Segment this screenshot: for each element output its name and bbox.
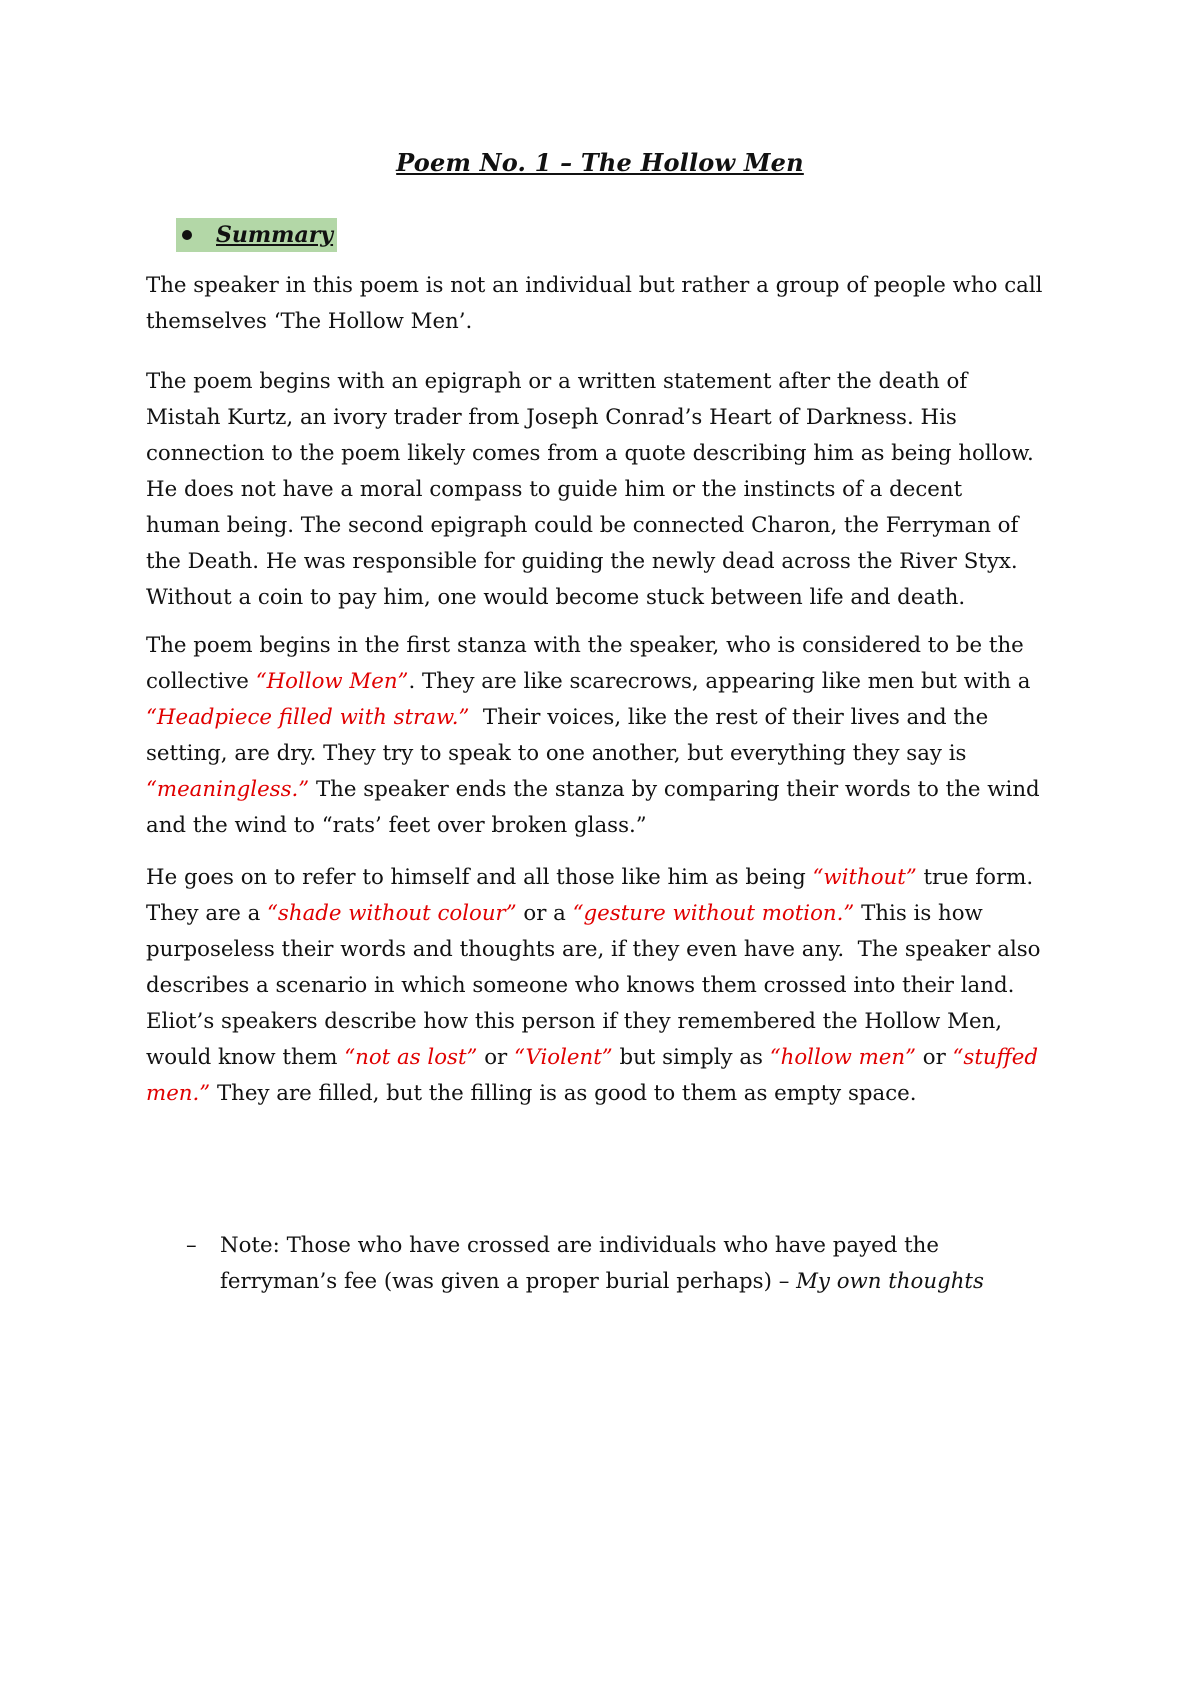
text-line bbox=[146, 772, 1086, 808]
text-line: human being. The second epigraph could be connected Charon, the Ferryman of bbox=[146, 513, 1019, 538]
quote-men: men.” bbox=[146, 1081, 211, 1106]
text-line bbox=[146, 896, 1086, 932]
text-run: or bbox=[916, 1045, 953, 1070]
text-run: true form. bbox=[916, 865, 1034, 890]
text-line: describes a scenario in which someone who knows them crossed into their land. bbox=[146, 973, 1015, 998]
note-line: Note: Those who have crossed are individuals who have payed the bbox=[220, 1233, 939, 1258]
text-run: He goes on to refer to himself and all those like him as being bbox=[146, 865, 813, 890]
text-line: Eliot’s speakers describe how this person if they remembered the Hollow Men, bbox=[146, 1009, 1003, 1034]
text-run: but simply as bbox=[612, 1045, 770, 1070]
text-run: or a bbox=[516, 901, 573, 926]
quote-stuffed: “stuffed bbox=[952, 1045, 1038, 1070]
paragraph-epigraph bbox=[146, 364, 1086, 616]
text-line bbox=[146, 1076, 1086, 1112]
text-line: setting, are dry. They try to speak to one another, but everything they say is bbox=[146, 741, 967, 766]
quote-hollow-men: “Hollow Men” bbox=[255, 669, 409, 694]
text-line: He does not have a moral compass to guide him or the instincts of a decent bbox=[146, 477, 963, 502]
text-line: connection to the poem likely comes from a quote describing him as being hollow. bbox=[146, 441, 1034, 466]
text-line bbox=[146, 860, 1086, 896]
text-line: purposeless their words and thoughts are, if they even have any. The speaker also bbox=[146, 937, 1041, 962]
note-dash: – bbox=[186, 1233, 197, 1258]
text-run: They are filled, but the filling is as good to them as empty space. bbox=[210, 1081, 917, 1106]
quote-gesture-without-motion: “gesture without motion.” bbox=[572, 901, 855, 926]
text-run: This is how bbox=[854, 901, 983, 926]
note-block bbox=[220, 1228, 984, 1300]
quote-headpiece: “Headpiece filled with straw.” bbox=[146, 705, 470, 730]
text-line: The speaker in this poem is not an individual but rather a group of people who call bbox=[146, 273, 1043, 298]
quote-hollow-men-lower: “hollow men” bbox=[769, 1045, 916, 1070]
text-run: would know them bbox=[146, 1045, 345, 1070]
quote-without: “without” bbox=[812, 865, 917, 890]
text-run: collective bbox=[146, 669, 256, 694]
text-line: themselves ‘The Hollow Men’. bbox=[146, 309, 473, 334]
quote-violent: “Violent” bbox=[513, 1045, 613, 1070]
text-run: The speaker ends the stanza by comparing their words to the wind bbox=[309, 777, 1040, 802]
section-heading-label: Summary bbox=[216, 222, 334, 248]
text-line bbox=[146, 700, 1086, 736]
text-line: and the wind to “rats’ feet over broken glass.” bbox=[146, 813, 647, 838]
paragraph-without-form bbox=[146, 860, 1086, 1112]
text-line bbox=[146, 1040, 1086, 1076]
text-line bbox=[146, 664, 1086, 700]
text-line: The poem begins with an epigraph or a written statement after the death of bbox=[146, 369, 968, 394]
page-title: Poem No. 1 – The Hollow Men bbox=[396, 148, 804, 177]
note-line bbox=[220, 1264, 984, 1300]
text-line: Without a coin to pay him, one would become stuck between life and death. bbox=[146, 585, 966, 610]
text-run: Their voices, like the rest of their lives and the bbox=[469, 705, 989, 730]
text-line: The poem begins in the first stanza with the speaker, who is considered to be the bbox=[146, 633, 1024, 658]
text-run: They are a bbox=[146, 901, 268, 926]
bullet-icon bbox=[182, 230, 192, 240]
paragraph-intro bbox=[146, 268, 1086, 340]
note-signature: My own thoughts bbox=[796, 1269, 984, 1294]
paragraph-first-stanza bbox=[146, 628, 1086, 844]
text-run: . They are like scarecrows, appearing like men but with a bbox=[408, 669, 1031, 694]
text-line: the Death. He was responsible for guiding the newly dead across the River Styx. bbox=[146, 549, 1018, 574]
quote-not-as-lost: “not as lost” bbox=[344, 1045, 478, 1070]
quote-meaningless: “meaningless.” bbox=[146, 777, 310, 802]
section-heading-summary bbox=[176, 218, 337, 252]
text-line: Mistah Kurtz, an ivory trader from Joseph Conrad’s Heart of Darkness. His bbox=[146, 405, 957, 430]
text-run: or bbox=[477, 1045, 514, 1070]
text-run: ferryman’s fee (was given a proper burial perhaps) – bbox=[220, 1269, 797, 1294]
quote-shade-without-colour: “shade without colour” bbox=[267, 901, 517, 926]
